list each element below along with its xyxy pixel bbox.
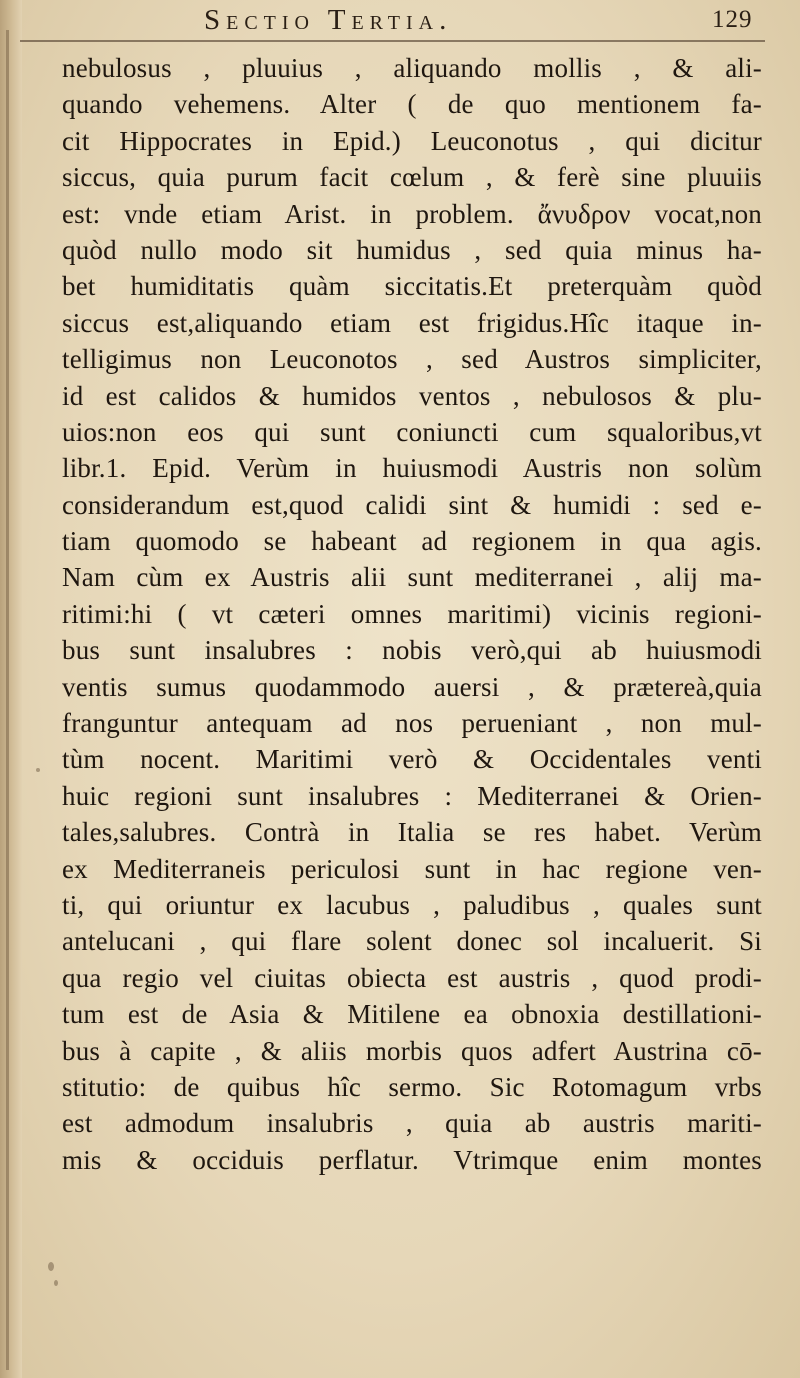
- text-line: bus sunt insalubres : nobis verò,qui ab huiusmodi: [62, 635, 762, 666]
- text-line: nebulosus , pluuius , aliquando mollis , & ali-: [62, 53, 762, 83]
- running-head: [0, 4, 800, 44]
- text-line: bus à capite , & aliis morbis quos adfert Austrina cō-: [62, 1035, 762, 1066]
- text-line: siccus est,aliquando etiam est frigidus.Hîc itaque in-: [62, 307, 762, 338]
- gutter-shadow-line: [6, 30, 9, 1370]
- paper-speck: [36, 768, 40, 772]
- text-line: ti, qui oriuntur ex lacubus , paludibus , quales sunt: [62, 889, 762, 920]
- text-line: bet humiditatis quàm siccitatis.Et preterquàm quòd: [62, 271, 762, 302]
- text-line: quòd nullo modo sit humidus , sed quia minus ha-: [62, 234, 762, 265]
- text-line: ventis sumus quodammodo auersi , & prætereà,quia: [62, 671, 762, 702]
- body-text: [62, 50, 762, 1178]
- text-line: quando vehemens. Alter ( de quo mentionem fa-: [62, 89, 762, 120]
- text-line: telligimus non Leuconotos , sed Austros simpliciter,: [62, 344, 762, 375]
- page-gutter: [0, 0, 22, 1378]
- paper-speck: [48, 1262, 54, 1271]
- text-line: libr.1. Epid. Verùm in huiusmodi Austris non solùm: [62, 453, 762, 484]
- text-line: tum est de Asia & Mitilene ea obnoxia destillationi-: [62, 999, 762, 1030]
- text-line: id est calidos & humidos ventos , nebulosos & plu-: [62, 380, 762, 411]
- header-rule: [20, 40, 765, 42]
- text-line: huic regioni sunt insalubres : Mediterranei & Orien-: [62, 780, 762, 811]
- text-line: est: vnde etiam Arist. in problem. ἄνυδρον vocat,non: [62, 198, 762, 229]
- text-line: Nam cùm ex Austris alii sunt mediterranei , alij ma-: [62, 562, 762, 593]
- text-line: est admodum insalubris , quia ab austris mariti-: [62, 1108, 762, 1139]
- text-line: considerandum est,quod calidi sint & humidi : sed e-: [62, 489, 762, 520]
- text-line: mis & occiduis perflatur. Vtrimque enim montes: [62, 1144, 762, 1175]
- text-line: stitutio: de quibus hîc sermo. Sic Rotomagum vrbs: [62, 1071, 762, 1102]
- text-line: uios:non eos qui sunt coniuncti cum squaloribus,vt: [62, 416, 762, 447]
- text-line: qua regio vel ciuitas obiecta est austris , quod prodi-: [62, 962, 762, 993]
- text-line: tùm nocent. Maritimi verò & Occidentales venti: [62, 744, 762, 775]
- text-line: siccus, quia purum facit cœlum , & ferè sine pluuiis: [62, 162, 762, 193]
- text-line: franguntur antequam ad nos perueniant , non mul-: [62, 708, 762, 739]
- text-line: tiam quomodo se habeant ad regionem in qua agis.: [62, 526, 762, 557]
- text-line: antelucani , qui flare solent donec sol incaluerit. Si: [62, 926, 762, 957]
- text-line: cit Hippocrates in Epid.) Leuconotus , qui dicitur: [62, 125, 762, 156]
- text-line: ex Mediterraneis periculosi sunt in hac regione ven-: [62, 853, 762, 884]
- paper-speck: [54, 1280, 58, 1286]
- text-line: tales,salubres. Contrà in Italia se res habet. Verùm: [62, 817, 762, 848]
- page-number: 129: [712, 6, 753, 33]
- text-line: ritimi:hi ( vt cæteri omnes maritimi) vicinis regioni-: [62, 598, 762, 629]
- running-head-title: Sectio Tertia.: [204, 4, 453, 36]
